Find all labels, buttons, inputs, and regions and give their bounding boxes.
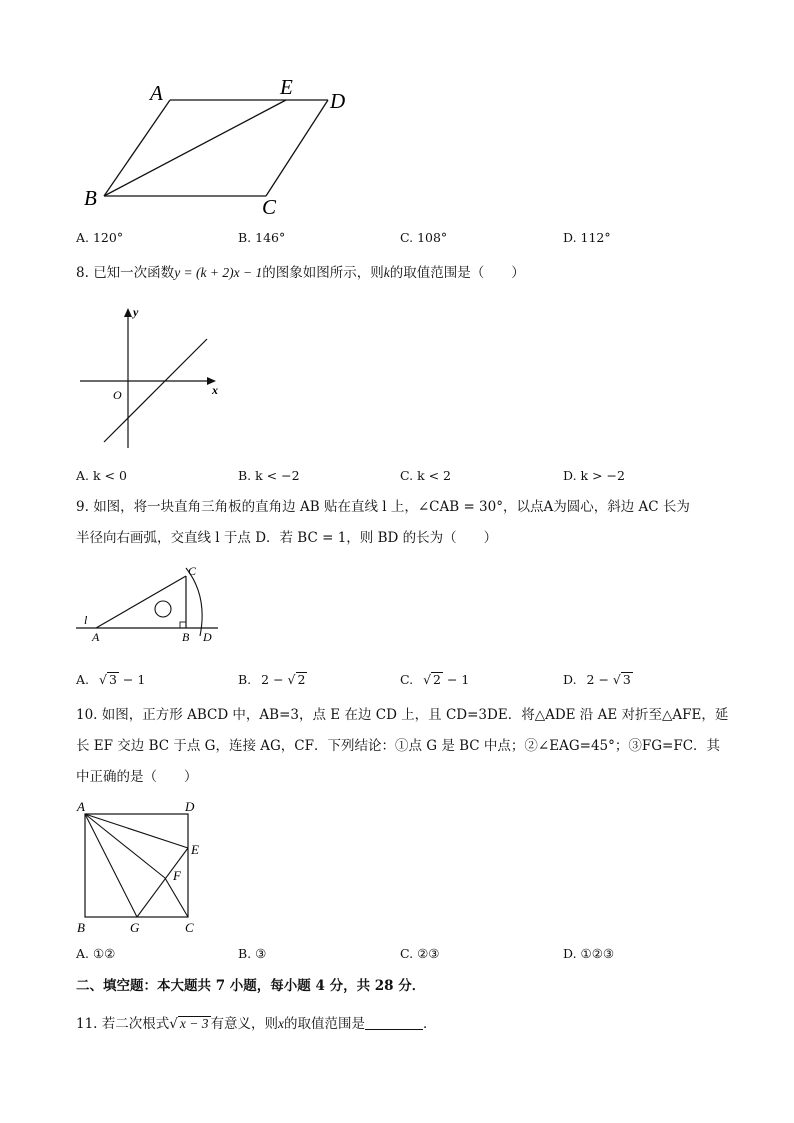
q7-parallelogram-figure — [80, 72, 370, 222]
q9-stem-line1 — [76, 492, 690, 523]
label-F: F — [173, 868, 181, 883]
sqrt-sign-icon: √ — [99, 672, 107, 687]
label-G: G — [130, 920, 140, 935]
square-ABCD — [85, 814, 188, 917]
q9-triangle-figure — [74, 562, 224, 647]
label-E: E — [280, 75, 293, 99]
q8-option-b[interactable]: B. k < −2 — [238, 468, 300, 483]
label-A: A — [77, 799, 85, 814]
q11-var: x — [278, 1016, 284, 1031]
q8-number: 8. — [76, 265, 89, 281]
label-D: D — [330, 89, 346, 113]
segment-CD — [266, 100, 328, 196]
q8-text-post: 的取值范围是（ ） — [389, 265, 525, 281]
q10-stem-line3 — [76, 762, 198, 793]
q10-number: 10. — [76, 707, 98, 723]
q9-option-c-post: − 1 — [443, 672, 470, 687]
q9-option-b-radicand: 2 — [297, 672, 306, 687]
q8-option-d[interactable]: D. k > −2 — [563, 468, 625, 483]
q11-stem — [76, 1008, 437, 1040]
segment-AB — [104, 100, 170, 196]
q9-option-c[interactable] — [400, 672, 469, 687]
q9-line2: 半径向右画弧，交直线 l 于点 D．若 BC = 1，则 BD 的长为（ ） — [76, 530, 498, 546]
q11-number: 11. — [76, 1016, 98, 1032]
q9-option-d-prefix: D. — [563, 672, 577, 687]
q11-text-pre: 若二次根式 — [101, 1016, 170, 1032]
q11-answer-blank[interactable] — [365, 1015, 423, 1030]
q9-option-c-radicand: 2 — [433, 672, 441, 687]
q7-option-a[interactable]: A. 120° — [76, 230, 124, 245]
label-A: A — [92, 630, 100, 644]
q11-radicand: x − 3 — [179, 1016, 209, 1031]
q9-option-d-radicand: 3 — [622, 672, 631, 687]
q11-text-post: 的取值范围是 — [284, 1016, 365, 1032]
q10-option-a[interactable]: A. ①② — [76, 946, 116, 961]
q8-graph-figure — [76, 302, 236, 452]
label-D: D — [203, 630, 212, 644]
label-B: B — [84, 186, 97, 210]
q7-option-b[interactable]: B. 146° — [238, 230, 286, 245]
q8-text-mid: 的图象如图所示，则 — [262, 265, 384, 281]
label-C: C — [185, 920, 194, 935]
q8-text-pre: 已知一次函数 — [93, 265, 175, 281]
q8-var-k: k — [383, 265, 390, 280]
label-C: C — [188, 564, 197, 578]
q7-option-c[interactable]: C. 108° — [400, 230, 448, 245]
q9-option-b-prefix: B. — [238, 672, 252, 687]
right-angle-mark — [180, 622, 186, 628]
q10-square-figure — [72, 796, 212, 938]
q10-stem-line1 — [76, 700, 728, 731]
label-E: E — [191, 842, 199, 857]
segment-AF — [85, 814, 165, 878]
label-l: l — [84, 613, 88, 627]
q8-option-a[interactable]: A. k < 0 — [76, 468, 127, 483]
segment-AG — [85, 814, 137, 917]
label-A: A — [150, 81, 163, 105]
q11-text-mid: 有意义，则 — [210, 1016, 278, 1032]
segment-BE — [104, 100, 286, 196]
x-axis-label: x — [212, 383, 218, 397]
q9-stem-line2 — [76, 523, 497, 554]
label-D: D — [185, 799, 195, 814]
origin-label: O — [113, 388, 122, 402]
sqrt-sign-icon: √ — [169, 1016, 178, 1032]
q7-option-d[interactable]: D. 112° — [563, 230, 611, 245]
q10-option-b[interactable]: B. ③ — [238, 946, 267, 961]
triangle-hole — [155, 601, 171, 617]
q10-stem-line2 — [76, 731, 720, 762]
segment-FC — [165, 878, 188, 917]
sqrt-sign-icon: √ — [287, 672, 296, 687]
q10-line2: 长 EF 交边 BC 于点 G，连接 AG，CF．下列结论：①点 G 是 BC 中点；②∠EAG=45°；③FG=FC．其 — [76, 738, 721, 754]
q9-option-c-prefix: C. — [400, 672, 414, 687]
q9-number: 9. — [76, 499, 89, 515]
q9-option-a-prefix: A. — [76, 672, 90, 687]
label-B: B — [77, 920, 85, 935]
label-C: C — [262, 195, 277, 219]
q9-option-b-pre: 2 − — [261, 672, 288, 687]
section-heading: 二、填空题：本大题共 7 小题，每小题 4 分，共 28 分． — [76, 978, 426, 994]
q9-option-d[interactable] — [563, 672, 633, 687]
q10-line3: 中正确的是（ ） — [76, 769, 198, 785]
q10-option-c[interactable]: C. ②③ — [400, 946, 440, 961]
q9-option-b[interactable] — [238, 672, 307, 687]
q8-option-c[interactable]: C. k < 2 — [400, 468, 452, 483]
q9-line1: 如图，将一块直角三角板的直角边 AB 贴在直线 l 上，∠CAB = 30°，以点A为圆心，斜边 AC 长为 — [93, 499, 690, 515]
label-B: B — [182, 630, 190, 644]
q10-line1: 如图，正方形 ABCD 中，AB=3，点 E 在边 CD 上，且 CD=3DE．将△ADE 沿 AE 对折至△AFE，延 — [101, 707, 729, 723]
q9-option-a-radicand: 3 — [108, 672, 117, 687]
q9-option-d-pre: 2 − — [586, 672, 613, 687]
sqrt-sign-icon: √ — [423, 672, 432, 687]
q9-option-a[interactable] — [76, 672, 145, 687]
arc-CD — [186, 568, 202, 636]
y-axis-label: y — [133, 305, 139, 319]
q11-end: ． — [423, 1016, 437, 1032]
q10-option-d[interactable]: D. ①②③ — [563, 946, 615, 961]
sqrt-sign-icon: √ — [612, 672, 621, 687]
q9-option-a-post: − 1 — [118, 672, 146, 687]
segment-AC — [96, 576, 186, 628]
q8-stem — [76, 257, 525, 289]
y-axis-arrow — [124, 308, 132, 317]
q8-formula: y = (k + 2)x − 1 — [174, 265, 263, 280]
segment-AE — [85, 814, 188, 848]
